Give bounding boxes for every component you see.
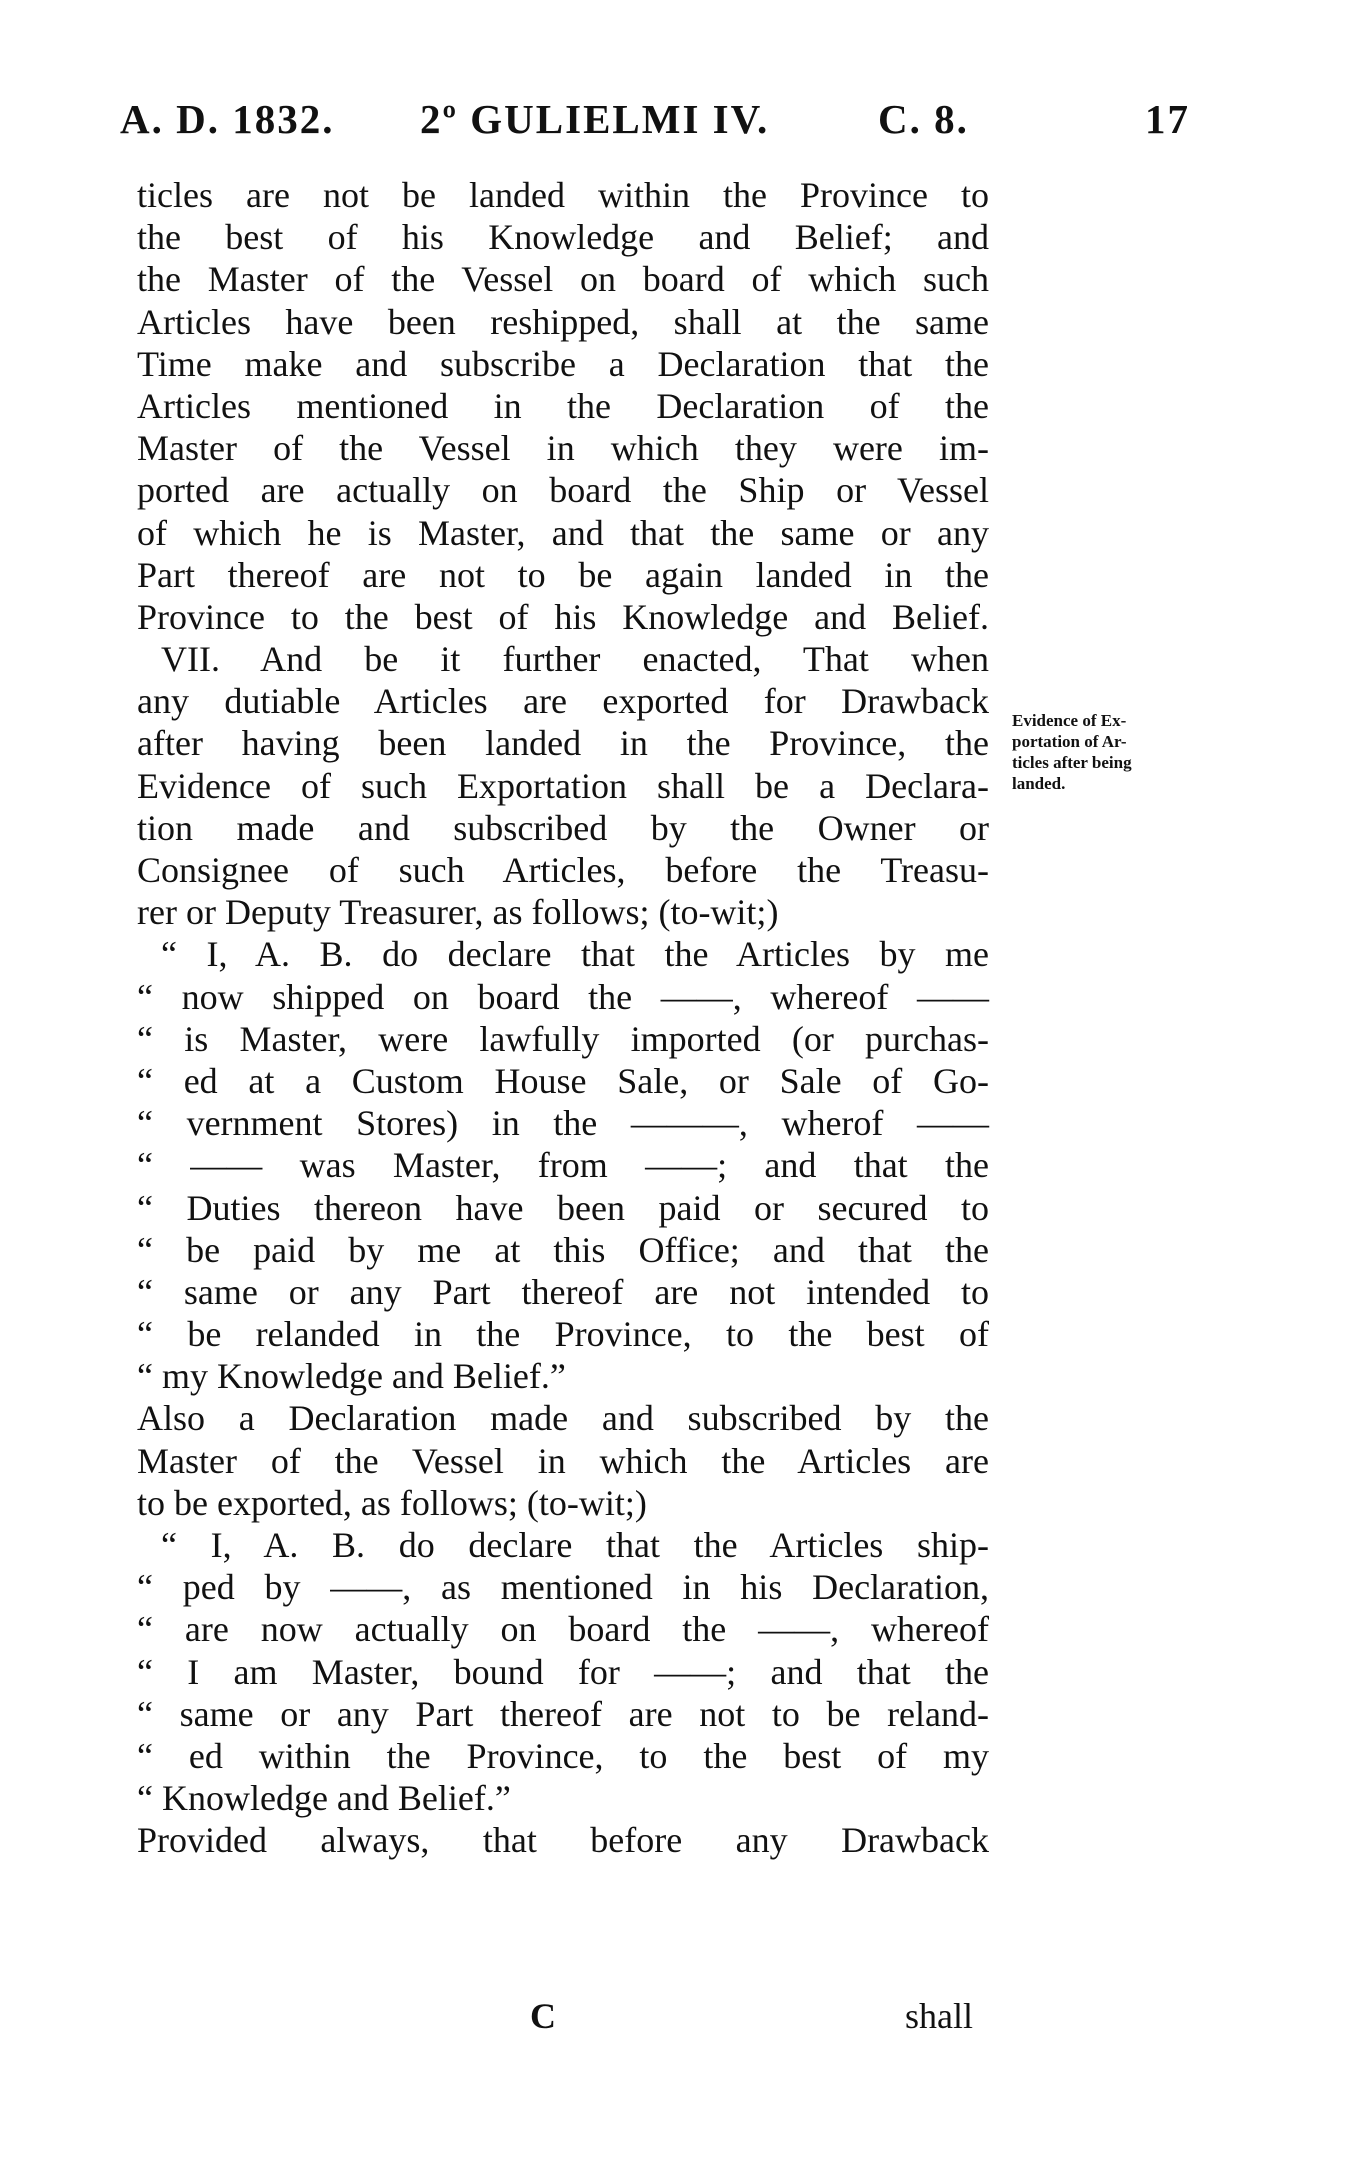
quote-line: “ I am Master, bound for ——; and that the	[137, 1651, 989, 1692]
text-line: Also a Declaration made and subscribed by the	[137, 1398, 989, 1439]
margin-note-line: landed.	[1012, 774, 1066, 793]
quote-line: “ same or any Part thereof are not intended to	[137, 1271, 989, 1312]
text-line: Consignee of such Articles, before the Treasu-	[137, 850, 989, 890]
quote-line: “ I, A. B. do declare that the Articles by me	[161, 934, 989, 975]
quote-line: “ be paid by me at this Office; and that the	[137, 1229, 989, 1270]
text-line: ticles are not be landed within the Province to	[137, 175, 989, 215]
quote-line: “ are now actually on board the ——, whereof	[137, 1609, 989, 1650]
running-head-date: A. D. 1832.	[120, 96, 335, 142]
quote-line: “ I, A. B. do declare that the Articles ship-	[161, 1525, 989, 1565]
text-line: Part thereof are not to be again landed in the	[137, 554, 989, 595]
text-line: Time make and subscribe a Declaration that the	[137, 343, 989, 384]
text-line: after having been landed in the Province, the	[137, 723, 989, 764]
quote-line: “ is Master, were lawfully imported (or purchas-	[137, 1018, 989, 1059]
text-line: the Master of the Vessel on board of which such	[137, 259, 989, 300]
page-number: 17	[1145, 96, 1190, 142]
quote-line: “ ed within the Province, to the best of my	[137, 1735, 989, 1776]
quote-line: “ be relanded in the Province, to the best of	[137, 1314, 989, 1355]
running-head-chapter: C. 8.	[878, 96, 969, 142]
catchword: shall	[905, 1996, 973, 2036]
text-line: tion made and subscribed by the Owner or	[137, 807, 989, 848]
running-head	[120, 95, 1190, 155]
margin-note-line: ticles after being	[1012, 753, 1132, 772]
text-line: of which he is Master, and that the same or any	[137, 512, 989, 553]
quote-line: “ now shipped on board the ——, whereof ——	[137, 976, 989, 1017]
quote-line: “ ped by ——, as mentioned in his Declaration,	[137, 1567, 989, 1608]
quote-line: “ Duties thereon have been paid or secured to	[137, 1187, 989, 1228]
text-line: Province to the best of his Knowledge and Belief.	[137, 596, 989, 637]
body-text	[137, 174, 989, 1862]
margin-note	[1012, 710, 1222, 794]
text-line: any dutiable Articles are exported for Drawback	[137, 681, 989, 722]
text-line: Articles mentioned in the Declaration of the	[137, 385, 989, 426]
text-line: rer or Deputy Treasurer, as follows; (to-wit;)	[137, 892, 779, 933]
text-line: ported are actually on board the Ship or Vessel	[137, 470, 989, 511]
quote-line: “ my Knowledge and Belief.”	[137, 1356, 566, 1397]
text-line: Provided always, that before any Drawback	[137, 1820, 989, 1861]
margin-note-line: portation of Ar-	[1012, 732, 1127, 751]
running-head-reign: 2º GULIELMI IV.	[420, 96, 770, 142]
section-heading-line: VII. And be it further enacted, That when	[161, 639, 989, 680]
signature-mark: C	[530, 1996, 556, 2036]
text-line: Master of the Vessel in which they were im-	[137, 428, 989, 469]
text-line: Master of the Vessel in which the Articles are	[137, 1440, 989, 1481]
quote-line: “ ed at a Custom House Sale, or Sale of Go-	[137, 1060, 989, 1101]
text-line: Articles have been reshipped, shall at the same	[137, 301, 989, 342]
text-line: the best of his Knowledge and Belief; and	[137, 217, 989, 258]
quote-line: “ vernment Stores) in the ———, wherof ——	[137, 1103, 989, 1144]
quote-line: “ same or any Part thereof are not to be reland-	[137, 1693, 989, 1734]
quote-line: “ Knowledge and Belief.”	[137, 1778, 511, 1819]
text-line: Evidence of such Exportation shall be a Declara-	[137, 765, 989, 806]
quote-line: “ —— was Master, from ——; and that the	[137, 1145, 989, 1186]
text-line: to be exported, as follows; (to-wit;)	[137, 1482, 647, 1523]
margin-note-line: Evidence of Ex-	[1012, 711, 1127, 730]
